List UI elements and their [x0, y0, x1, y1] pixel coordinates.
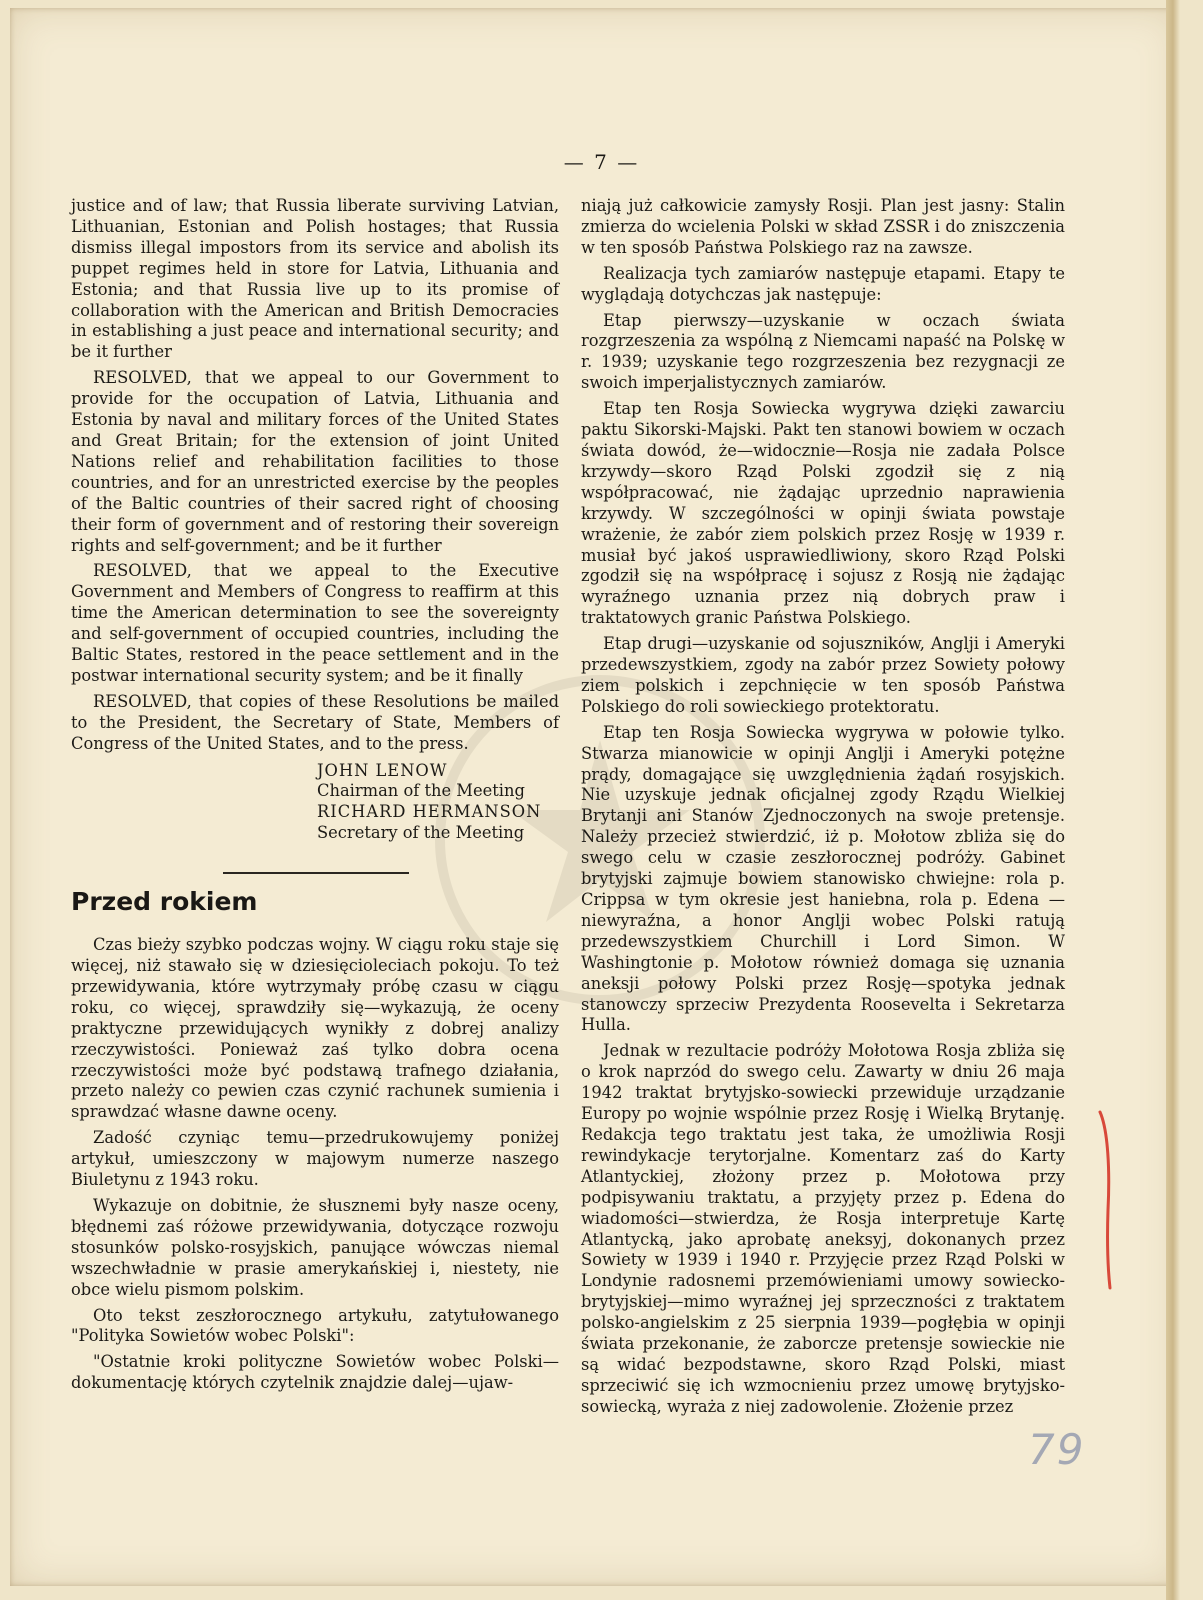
- paragraph: Czas bieży szybko podczas wojny. W ciągu roku staje się więcej, niż stawało się w dziesięcioleciach pokoju. To też przewidywania, które wytrzymały próbę czasu w ciągu roku, co więcej, sprawdziły się—wykazują, że oceny praktyczne przewidujących wynikły z dobrej analizy rzeczywistości. Ponieważ zaś tylko dobra ocena rzeczywistości może być podstawą trafnego działania, przeto należy co pewien czas czynić rachunek sumienia i sprawdzać własne dawne oceny.: [71, 935, 559, 1122]
- secretary-title: Secretary of the Meeting: [317, 823, 525, 843]
- paragraph: Etap pierwszy—uzyskanie w oczach świata rozgrzeszenia za wspólną z Niemcami napaść na Polskę w r. 1939; uzyskanie tego rozgrzeszenia bez rezygnacji ze swoich imperjalistycznych zamiarów.: [581, 310, 1065, 393]
- paragraph: Etap ten Rosja Sowiecka wygrywa dzięki zawarciu paktu Sikorski-Majski. Pakt ten stanowi bowiem w oczach świata dowód, że—widocznie—Rosja nie zadała Polsce krzywdy—skoro Rząd Polski zgodził się z nią współpracować, nie żądając uprzednio naprawienia krzywdy. W szczególności w opinji świata powstaje wrażenie, że zabór ziem polskich przez Rosję w 1939 r. musiał być jakoś usprawiedliwiony, skoro Rząd Polski zgodził się na współpracę i sojusz z Rosją nie żądając wyraźnego uznania przez nią dobrych praw i traktatowych granic Państwa Polskiego.: [581, 399, 1065, 628]
- handwritten-page-number: 79: [1028, 1425, 1086, 1474]
- left-column: [71, 196, 559, 1399]
- paragraph: "Ostatnie kroki polityczne Sowietów wobec Polski—dokumentację których czytelnik znajdzie dalej—ujaw-: [71, 1352, 559, 1393]
- right-column: [581, 196, 1065, 1423]
- paragraph: Wykazuje on dobitnie, że słusznemi były nasze oceny, błędnemi zaś różowe przewidywania, dotyczące rozwoju stosunków polsko-rosyjskich, panujące wówczas niemal wszechwładnie w prasie amerykańskiej i, niestety, nie obce wielu pismom polskim.: [71, 1195, 559, 1299]
- binding-edge: [1166, 0, 1180, 1600]
- paragraph: Etap drugi—uzyskanie od sojuszników, Anglji i Ameryki przedewszystkiem, zgody na zabór przez Sowiety połowy ziem polskich i zepchnięcie w ten sposób Państwa Polskiego do roli sowieckiego protektoratu.: [581, 634, 1065, 716]
- paragraph: RESOLVED, that copies of these Resolutions be mailed to the President, the Secretary of State, Members of Congress of the United States, and to the press.: [71, 691, 559, 753]
- signature-block: [317, 761, 559, 845]
- paragraph: niają już całkowicie zamysły Rosji. Plan jest jasny: Stalin zmierza do wcielenia Polski w skład ZSSR i do zniszczenia w ten sposób Państwa Polskiego raz na zawsze.: [581, 196, 1065, 257]
- paragraph: Zadość czyniąc temu—przedrukowujemy poniżej artykuł, umieszczony w majowym numerze naszego Biuletynu z 1943 roku.: [71, 1128, 559, 1190]
- paragraph: Jednak w rezultacie podróży Mołotowa Rosja zbliża się o krok naprzód do swego celu. Zawarty w dniu 26 maja 1942 traktat brytyjsko-sowiecki przewiduje urządzanie Europy po wojnie wspólnie przez Rosję i Wielką Brytanję. Redakcja tego traktatu jest taka, że umożliwia Rosji rewindykacje terytorjalne. Komentarz zaś do Karty Atlantyckiej, złożony przez p. Mołotowa przy podpisywaniu traktatu, a przyjęty przez p. Edena do wiadomości—stwierdza, że Rosja interpretuje Kartę Atlantycką, jako aprobatę aneksyj, dokonanych przez Sowiety w 1939 i 1940 r. Przyjęcie przez Rząd Polski w Londynie radosnemi przemówieniami umowy sowiecko-brytyjskiej—mimo wyraźnej jej sprzeczności z traktatem polsko-angielskim z 25 sierpnia 1939—pogłębia w opinji świata przekonanie, że zaborcze pretensje sowieckie nie są widać bezpodstawne, skoro Rząd Polski, miast sprzeciwić się ich wzmocnieniu przez umowę brytyjsko-sowiecką, wyraża z niej zadowolenie. Złożenie przez: [581, 1041, 1065, 1416]
- paragraph: Realizacja tych zamiarów następuje etapami. Etapy te wyglądają dotychczas jak następuje:: [581, 263, 1065, 304]
- paragraph: Oto tekst zeszłorocznego artykułu, zatytułowanego "Polityka Sowietów wobec Polski":: [71, 1305, 559, 1346]
- red-margin-mark: [1096, 1110, 1116, 1290]
- paragraph: justice and of law; that Russia liberate surviving Latvian, Lithuanian, Estonian and Polish hostages; that Russia dismiss illegal impostors from its service and abolish its puppet regimes held in store for Latvia, Lithuania and Estonia; and that Russia live up to its promise of collaboration with the American and British Democracies in establishing a just peace and international security; and be it further: [71, 196, 559, 362]
- paragraph: Etap ten Rosja Sowiecka wygrywa w połowie tylko. Stwarza mianowicie w opinji Anglji i Ameryki potężne prądy, domagające się uwzględnienia żądań rosyjskich. Nie uzyskuje jednak oficjalnej zgody Rządu Wielkiej Brytanji ani Stanów Zjednoczonych na swoje pretensje. Należy przecież stwierdzić, iż p. Mołotow zbliża się do swego celu w czasie zeszłorocznej podróży. Gabinet brytyjski zajmuje bowiem stanowisko chwiejne: rola p. Crippsa w tym okresie jest haniebna, rola p. Edena —niewyraźna, a honor Anglji wobec Polski ratują przedewszystkiem Churchill i Lord Simon. W Washingtonie p. Mołotow również domaga się uznania aneksji połowy Polski przez Rosję—spotyka jednak stanowczy sprzeciw Prezydenta Roosevelta i Sekretarza Hulla.: [581, 722, 1065, 1035]
- section-divider: [223, 872, 409, 874]
- page-number: — 7 —: [563, 150, 640, 174]
- paragraph: RESOLVED, that we appeal to our Government to provide for the occupation of Latvia, Lithuania and Estonia by naval and military forces of the United States and Great Britain; for the extension of joint United Nations relief and rehabilitation facilities to those countries, and for an unrestricted exercise by the peoples of the Baltic countries of their sacred right of choosing their form of government and of restoring their sovereign rights and self-government; and be it further: [71, 368, 559, 555]
- chairman-title: Chairman of the Meeting: [317, 781, 525, 801]
- chairman-name: JOHN LENOW: [317, 760, 448, 780]
- section-heading: Przed rokiem: [71, 887, 258, 917]
- paragraph: RESOLVED, that we appeal to the Executive Government and Members of Congress to reaffirm at this time the American determination to see the sovereignty and self-government of occupied countries, including the Baltic States, restored in the peace settlement and in the postwar international security system; and be it finally: [71, 561, 559, 685]
- secretary-name: RICHARD HERMANSON: [317, 802, 542, 822]
